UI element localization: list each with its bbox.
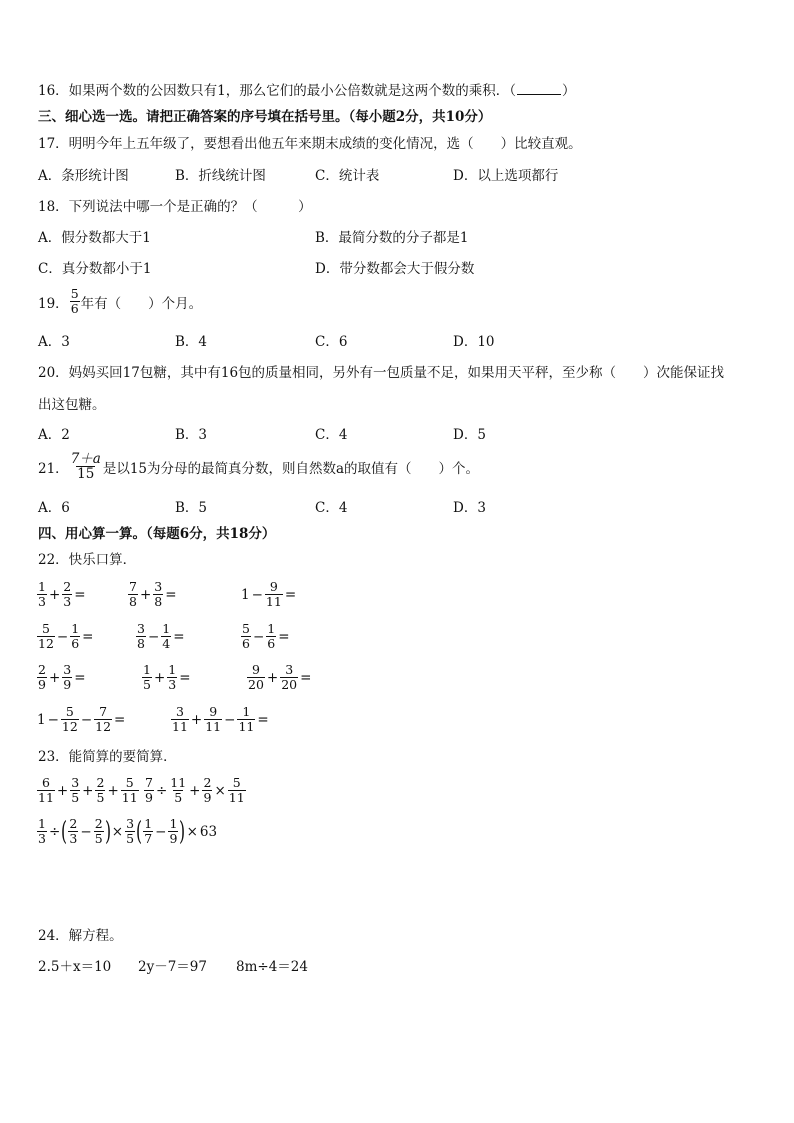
q20-option-a[interactable]: A．2 <box>38 427 70 443</box>
oral-calc-7: $\frac{2}{9}$ + $\frac{3}{9}$ = <box>38 662 86 692</box>
fraction: $\frac{1}{3}$ <box>38 579 46 609</box>
fraction: $\frac{9}{11}$ <box>205 704 222 734</box>
fraction: $\frac{1}{3}$ <box>38 816 46 846</box>
q21-option-c[interactable]: C．4 <box>315 500 348 516</box>
oral-calc-9: $\frac{9}{20}$ + $\frac{3}{20}$ = <box>248 662 312 692</box>
fraction: $\frac{2}{9}$ <box>38 662 46 692</box>
question-21 <box>38 452 479 481</box>
question-17: 17．明明今年上五年级了，要想看出他五年来期末成绩的变化情况，选（ ）比较直观。 <box>38 136 582 152</box>
simplify-2: $\frac{7}{9}$ ÷ $\frac{11}{5}$ + $\frac{2}{9}$ × $\frac{5}{11}$ <box>145 775 245 805</box>
question-19 <box>38 287 202 316</box>
fraction: $\frac{1}{3}$ <box>168 662 177 692</box>
equation-1: 2.5＋x＝10 <box>38 959 112 975</box>
q18-option-b[interactable]: B．最简分数的分子都是1 <box>315 230 469 246</box>
question-20-line-1: 20．妈妈买回17包糖，其中有16包的质量相同，另外有一包质量不足，如果用天平秤，至少称（ ）次能保证找 <box>38 365 725 381</box>
fraction: $\frac{7+a}{15}$ <box>70 451 101 482</box>
question-16-text: 16．如果两个数的公因数只有1，那么它们的最小公倍数就是这两个数的乘积．（ <box>38 83 517 99</box>
fraction: $\frac{2}{5}$ <box>96 775 105 805</box>
equation-3: 8m÷4＝24 <box>236 959 308 975</box>
q19-option-c[interactable]: C．6 <box>315 334 348 350</box>
fraction: $\frac{5}{11}$ <box>228 775 245 805</box>
right-paren: ) <box>179 816 186 847</box>
fraction: $\frac{5}{6}$ <box>242 621 250 651</box>
fraction: $\frac{7}{12}$ <box>95 704 112 734</box>
fraction: $\frac{2}{3}$ <box>63 579 72 609</box>
fraction: $\frac{7}{8}$ <box>129 579 137 609</box>
q19-option-b[interactable]: B．4 <box>175 334 208 350</box>
fraction: $\frac{3}{5}$ <box>71 775 80 805</box>
left-paren: ( <box>61 816 68 847</box>
right-paren: ) <box>104 816 111 847</box>
simplify-3: $\frac{1}{3}$ ÷ ( $\frac{2}{3}$ − $\frac{2}{5}$ ) × $\frac{3}{5}$ ( $\frac{1}{7}$ − $\frac{1}{9}$ ) × 63 <box>38 816 218 847</box>
question-24: 24．解方程。 <box>38 928 123 944</box>
q20-option-b[interactable]: B．3 <box>175 427 208 443</box>
q17-option-d[interactable]: D．以上选项都行 <box>453 168 559 184</box>
oral-calc-3: 1 − $\frac{9}{11}$ = <box>241 579 297 609</box>
oral-calc-1: $\frac{1}{3}$ + $\frac{2}{3}$ = <box>38 579 86 609</box>
oral-calc-5: $\frac{3}{8}$ − $\frac{1}{4}$ = <box>137 621 185 651</box>
q18-option-a[interactable]: A．假分数都大于1 <box>38 230 151 246</box>
fraction: $\frac{1}{5}$ <box>143 662 151 692</box>
oral-calc-6: $\frac{5}{6}$ − $\frac{1}{6}$ = <box>242 621 290 651</box>
question-16 <box>38 82 576 100</box>
question-22: 22．快乐口算． <box>38 552 137 568</box>
q20-option-d[interactable]: D．5 <box>453 427 486 443</box>
fraction: $\frac{3}{8}$ <box>137 621 145 651</box>
oral-calc-4: $\frac{5}{12}$ − $\frac{1}{6}$ = <box>38 621 94 651</box>
fraction: $\frac{3}{5}$ <box>126 816 135 846</box>
fraction: $\frac{1}{9}$ <box>169 816 178 846</box>
fraction: $\frac{5}{12}$ <box>61 704 78 734</box>
fraction: $\frac{1}{6}$ <box>71 621 80 651</box>
fraction: $\frac{9}{20}$ <box>248 662 264 692</box>
q21-number: 21． <box>38 460 69 477</box>
fraction: $\frac{3}{20}$ <box>281 662 298 692</box>
oral-calc-11: $\frac{3}{11}$ + $\frac{9}{11}$ − $\frac{1}{11}$ = <box>172 704 269 734</box>
q21-option-b[interactable]: B．5 <box>175 500 208 516</box>
q21-text: 是以15为分母的最简真分数，则自然数a的取值有（ ）个。 <box>102 460 480 477</box>
fraction: $\frac{3}{11}$ <box>172 704 188 734</box>
fraction: $\frac{5}{11}$ <box>121 775 138 805</box>
fraction: $\frac{9}{11}$ <box>265 579 282 609</box>
q21-option-a[interactable]: A．6 <box>38 500 70 516</box>
fraction: $\frac{3}{8}$ <box>154 579 163 609</box>
fraction: $\frac{11}{5}$ <box>170 775 187 805</box>
fraction: $\frac{1}{4}$ <box>162 621 171 651</box>
fraction: $\frac{2}{9}$ <box>203 775 212 805</box>
oral-calc-2: $\frac{7}{8}$ + $\frac{3}{8}$ = <box>129 579 177 609</box>
q19-option-a[interactable]: A．3 <box>38 334 70 350</box>
left-paren: ( <box>136 816 143 847</box>
equation-2: 2y－7＝97 <box>138 959 207 975</box>
fraction: $\frac{2}{5}$ <box>94 816 103 846</box>
section-4-title: 四、用心算一算。（每题6分，共18分） <box>38 526 276 542</box>
q19-text: 年有（ ）个月。 <box>80 295 203 312</box>
fraction: $\frac{2}{3}$ <box>69 816 78 846</box>
oral-calc-10: 1 − $\frac{5}{12}$ − $\frac{7}{12}$ = <box>37 704 126 734</box>
q18-option-d[interactable]: D．带分数都会大于假分数 <box>315 261 475 277</box>
q19-option-d[interactable]: D．10 <box>453 334 495 350</box>
question-23: 23．能简算的要简算． <box>38 749 177 765</box>
question-20-line-2: 出这包糖。 <box>38 397 106 413</box>
q21-option-d[interactable]: D．3 <box>453 500 486 516</box>
oral-calc-8: $\frac{1}{5}$ + $\frac{1}{3}$ = <box>143 662 191 692</box>
q20-option-c[interactable]: C．4 <box>315 427 348 443</box>
question-18: 18．下列说法中哪一个是正确的？（ ） <box>38 199 312 215</box>
fraction: $\frac{1}{7}$ <box>144 816 153 846</box>
q19-number: 19． <box>38 295 69 312</box>
section-3-title: 三、细心选一选。请把正确答案的序号填在括号里。（每小题2分，共10分） <box>38 109 492 125</box>
fraction: $\frac{5}{12}$ <box>38 621 54 651</box>
q17-option-b[interactable]: B．折线统计图 <box>175 168 266 184</box>
fraction: $\frac{1}{11}$ <box>238 704 255 734</box>
question-16-close: ） <box>562 83 576 99</box>
q17-option-c[interactable]: C．统计表 <box>315 168 380 184</box>
fraction: $\frac{1}{6}$ <box>267 621 276 651</box>
simplify-1: $\frac{6}{11}$ + $\frac{3}{5}$ + $\frac{2}{5}$ + $\frac{5}{11}$ <box>38 775 138 805</box>
fraction: $\frac{7}{9}$ <box>145 775 153 805</box>
q18-option-c[interactable]: C．真分数都小于1 <box>38 261 152 277</box>
fraction: $\frac{5}{6}$ <box>70 286 79 316</box>
fraction: $\frac{3}{9}$ <box>63 662 72 692</box>
fraction: $\frac{6}{11}$ <box>38 775 54 805</box>
answer-blank[interactable] <box>517 82 561 95</box>
q17-option-a[interactable]: A．条形统计图 <box>38 168 129 184</box>
